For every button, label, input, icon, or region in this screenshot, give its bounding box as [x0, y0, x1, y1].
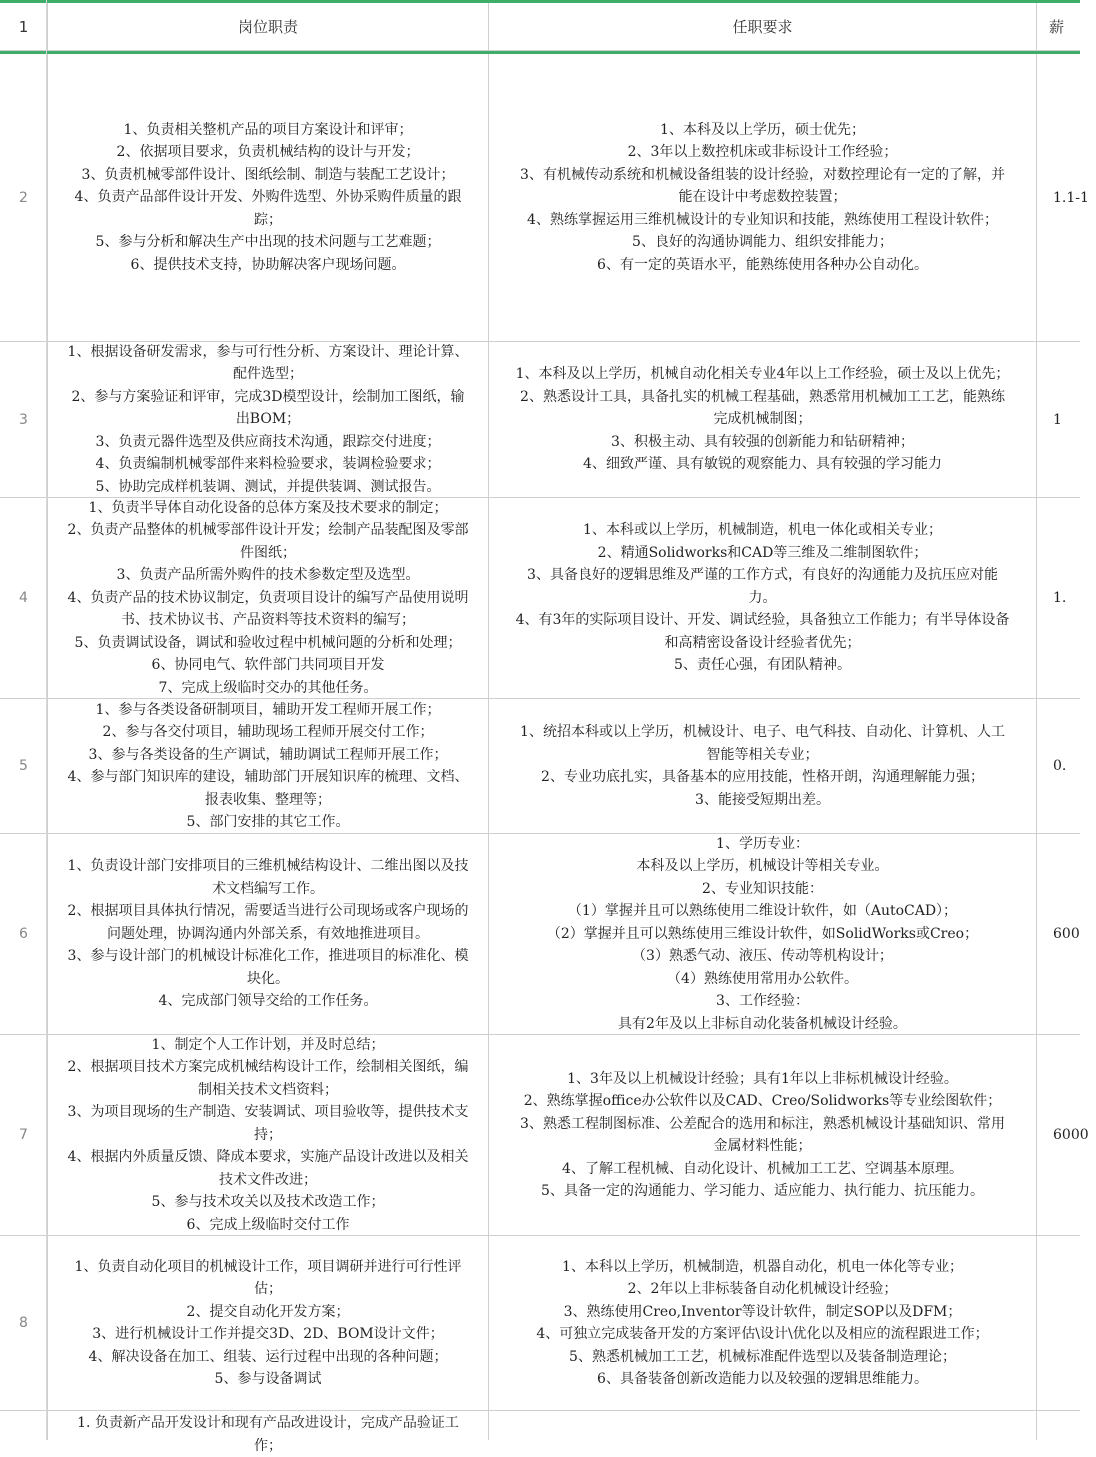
column-header-requirements[interactable]: 任职要求 — [488, 3, 1036, 50]
table-row — [0, 54, 1089, 342]
requirements-cell[interactable] — [488, 342, 1036, 497]
duty-cell[interactable] — [47, 498, 488, 698]
duty-cell[interactable] — [47, 1035, 488, 1235]
table-row — [0, 699, 1080, 834]
row-number[interactable]: 4 — [0, 498, 47, 698]
requirements-text: 1、统招本科或以上学历，机械设计、电子、电气科技、自动化、计算机、人工 智能等相关专业； 2、专业功底扎实，具备基本的应用技能，性格开朗，沟通理解能力强； 3、能接受短期出差。 — [520, 724, 1005, 808]
row-number[interactable]: 5 — [0, 699, 47, 833]
duty-cell[interactable] — [47, 834, 488, 1034]
salary-cell[interactable]: 1. — [1036, 498, 1096, 698]
header-row — [0, 3, 1080, 51]
requirements-text: 1、本科以上学历，机械制造，机器自动化，机电一体化等专业； 2、2年以上非标装备自动化机械设计经验； 3、熟练使用Creo,Inventor等设计软件，制定SOP以及DFM； 4、可独立完成装备开发的方案评估\设计\优化以及相应的流程跟进工作； 5、熟悉机械加工工艺，机械标准配件选型以及装备制造理论； 6、具备装备创新改造能力以及较强的逻辑思维能力。 — [536, 1258, 989, 1387]
salary-cell[interactable]: 0. — [1036, 699, 1096, 833]
salary-cell[interactable] — [1036, 1411, 1096, 1440]
table-row — [0, 498, 1080, 699]
row-number[interactable]: 6 — [0, 834, 47, 1034]
row-number[interactable]: 1 — [0, 3, 47, 50]
table-row — [0, 342, 1080, 498]
row-number[interactable]: 2 — [0, 54, 47, 341]
requirements-cell[interactable] — [488, 1411, 1036, 1440]
row-number[interactable] — [0, 1411, 47, 1440]
duty-cell[interactable] — [47, 699, 488, 833]
duty-text: 1. 负责新产品开发设计和现有产品改进设计，完成产品验证工 作； — [77, 1415, 459, 1454]
requirements-cell[interactable] — [488, 54, 1036, 341]
row-number[interactable]: 7 — [0, 1035, 47, 1235]
duty-cell[interactable] — [47, 1236, 488, 1410]
table-row — [0, 1411, 1080, 1454]
salary-cell[interactable]: 6000 — [1036, 1035, 1096, 1235]
row-number[interactable]: 8 — [0, 1236, 47, 1410]
column-header-salary[interactable]: 薪 — [1036, 3, 1096, 50]
requirements-cell[interactable] — [488, 1236, 1036, 1410]
duty-text: 1、负责设计部门安排项目的三维机械结构设计、二维出图以及技 术文档编写工作。 2、根据项目具体执行情况，需要适当进行公司现场或客户现场的 问题处理，协调沟通内外部关系，有效地推进项目。 3、参与设计部门的机械设计标准化工作，推进项目的标准化、模 块化。 4、完成部门领导交给的工作任务。 — [67, 858, 469, 1010]
requirements-text: 1、学历专业： 本科及以上学历，机械设计等相关专业。 2、专业知识技能： （1）掌握并且可以熟练使用二维设计软件，如（AutoCAD）； （2）掌握并且可以熟练使用三维设计软件，如SolidWorks或Creo； （3）熟悉气动、液压、传动等机构设计； （4）熟练使用常用办公软件。 3、工作经验： 具有2年及以上非标自动化装备机械设计经验。 — [546, 835, 979, 1032]
duty-cell[interactable] — [47, 342, 488, 497]
duty-cell[interactable] — [47, 54, 488, 341]
duty-text: 1、参与各类设备研制项目，辅助开发工程师开展工作； 2、参与各交付项目，辅助现场工程师开展交付工作； 3、参与各类设备的生产调试，辅助调试工程师开展工作； 4、参与部门知识库的建设，辅助部门开展知识库的梳理、文档、 报表收集、整理等； 5、部门安排的其它工作。 — [67, 701, 469, 830]
duty-cell[interactable] — [47, 1411, 488, 1454]
table-row — [0, 1035, 1089, 1236]
salary-cell[interactable]: 1 — [1036, 342, 1096, 497]
duty-text: 1、负责相关整机产品的项目方案设计和评审； 2、依据项目要求，负责机械结构的设计与开发； 3、负责机械零部件设计、图纸绘制、制造与装配工艺设计； 4、负责产品部件设计开发、外购件选型、外协采购件质量的跟 踪； 5、参与分析和解决生产中出现的技术问题与工艺难题； 6、提供技术支持，协助解决客户现场问题。 — [74, 121, 462, 273]
requirements-cell[interactable] — [488, 498, 1036, 698]
requirements-text: 1、本科及以上学历，机械自动化相关专业4年以上工作经验，硕士及以上优先； 2、熟悉设计工具，具备扎实的机械工程基础，熟悉常用机械加工工艺，能熟练 完成机械制图； 3、积极主动、具有较强的创新能力和钻研精神； 4、细致严谨、具有敏锐的观察能力、具有较强的学习能力 — [515, 366, 1010, 473]
requirements-cell[interactable] — [488, 1035, 1036, 1235]
duty-text: 1、负责半导体自动化设备的总体方案及技术要求的制定； 2、负责产品整体的机械零部件设计开发；绘制产品装配图及零部 件图纸； 3、负责产品所需外购件的技术参数定型及选型。 4、负责产品的技术协议制定，负责项目设计的编写产品使用说明 书、技术协议书、产品资料等技术资料的编写； 5、负责调试设备，调试和验收过程中机械问题的分析和处理； 6、协同电气、软件部门共同项目开发 7、完成上级临时交办的其他任务。 — [67, 499, 469, 696]
table-row — [0, 1236, 1080, 1411]
requirements-cell[interactable] — [488, 699, 1036, 833]
salary-cell[interactable] — [1036, 1236, 1096, 1410]
salary-cell[interactable]: 1.1-1 — [1036, 54, 1096, 341]
requirements-cell[interactable] — [488, 834, 1036, 1034]
duty-text: 1、负责自动化项目的机械设计工作，项目调研并进行可行性评 估； 2、提交自动化开发方案； 3、进行机械设计工作并提交3D、2D、BOM设计文件； 4、解决设备在加工、组装、运行过程中出现的各种问题； 5、参与设备调试 — [74, 1258, 462, 1387]
salary-cell[interactable]: 600 — [1036, 834, 1096, 1034]
duty-text: 1、制定个人工作计划，并及时总结； 2、根据项目技术方案完成机械结构设计工作，绘制相关图纸，编 制相关技术文档资料； 3、为项目现场的生产制造、安装调试、项目验收等，提供技术支 持； 4、根据内外质量反馈、降成本要求，实施产品设计改进以及相关 技术文件改进； 5、参与技术攻关以及技术改造工作； 6、完成上级临时交付工作 — [67, 1036, 469, 1233]
requirements-text: 1、3年及以上机械设计经验；具有1年以上非标机械设计经验。 2、熟练掌握office办公软件以及CAD、Creo/Solidworks等专业绘图软件； 3、熟悉工程制图标准、公差配合的选用和标注，熟悉机械设计基础知识、常用 金属材料性能； 4、了解工程机械、自动化设计、机械加工工艺、空调基本原理。 5、具备一定的沟通能力、学习能力、适应能力、执行能力、抗压能力。 — [520, 1070, 1005, 1199]
table-row — [0, 834, 1080, 1035]
column-header-duty[interactable]: 岗位职责 — [47, 3, 488, 50]
duty-text: 1、根据设备研发需求，参与可行性分析、方案设计、理论计算、 配件选型； 2、参与方案验证和评审，完成3D模型设计，绘制加工图纸，输 出BOM； 3、负责元器件选型及供应商技术沟通，跟踪交付进度； 4、负责编制机械零部件来料检验要求，装调检验要求； 5、协助完成样机装调、测试，并提供装调、测试报告。 — [67, 343, 469, 495]
requirements-text: 1、本科及以上学历，硕士优先； 2、3年以上数控机床或非标设计工作经验； 3、有机械传动系统和机械设备组装的设计经验，对数控理论有一定的了解，并 能在设计中考虑数控装置； 4、熟练掌握运用三维机械设计的专业知识和技能，熟练使用工程设计软件； 5、良好的沟通协调能力、组织安排能力； 6、有一定的英语水平，能熟练使用各种办公自动化。 — [520, 121, 1005, 273]
row-number[interactable]: 3 — [0, 342, 47, 497]
requirements-text: 1、本科或以上学历，机械制造，机电一体化或相关专业； 2、精通Solidworks和CAD等三维及二维制图软件； 3、具备良好的逻辑思维及严谨的工作方式，有良好的沟通能力及抗压应对能 力。 4、有3年的实际项目设计、开发、调试经验，具备独立工作能力；有半导体设备 和高精密设备设计经验者优先； 5、责任心强，有团队精神。 — [515, 522, 1010, 674]
